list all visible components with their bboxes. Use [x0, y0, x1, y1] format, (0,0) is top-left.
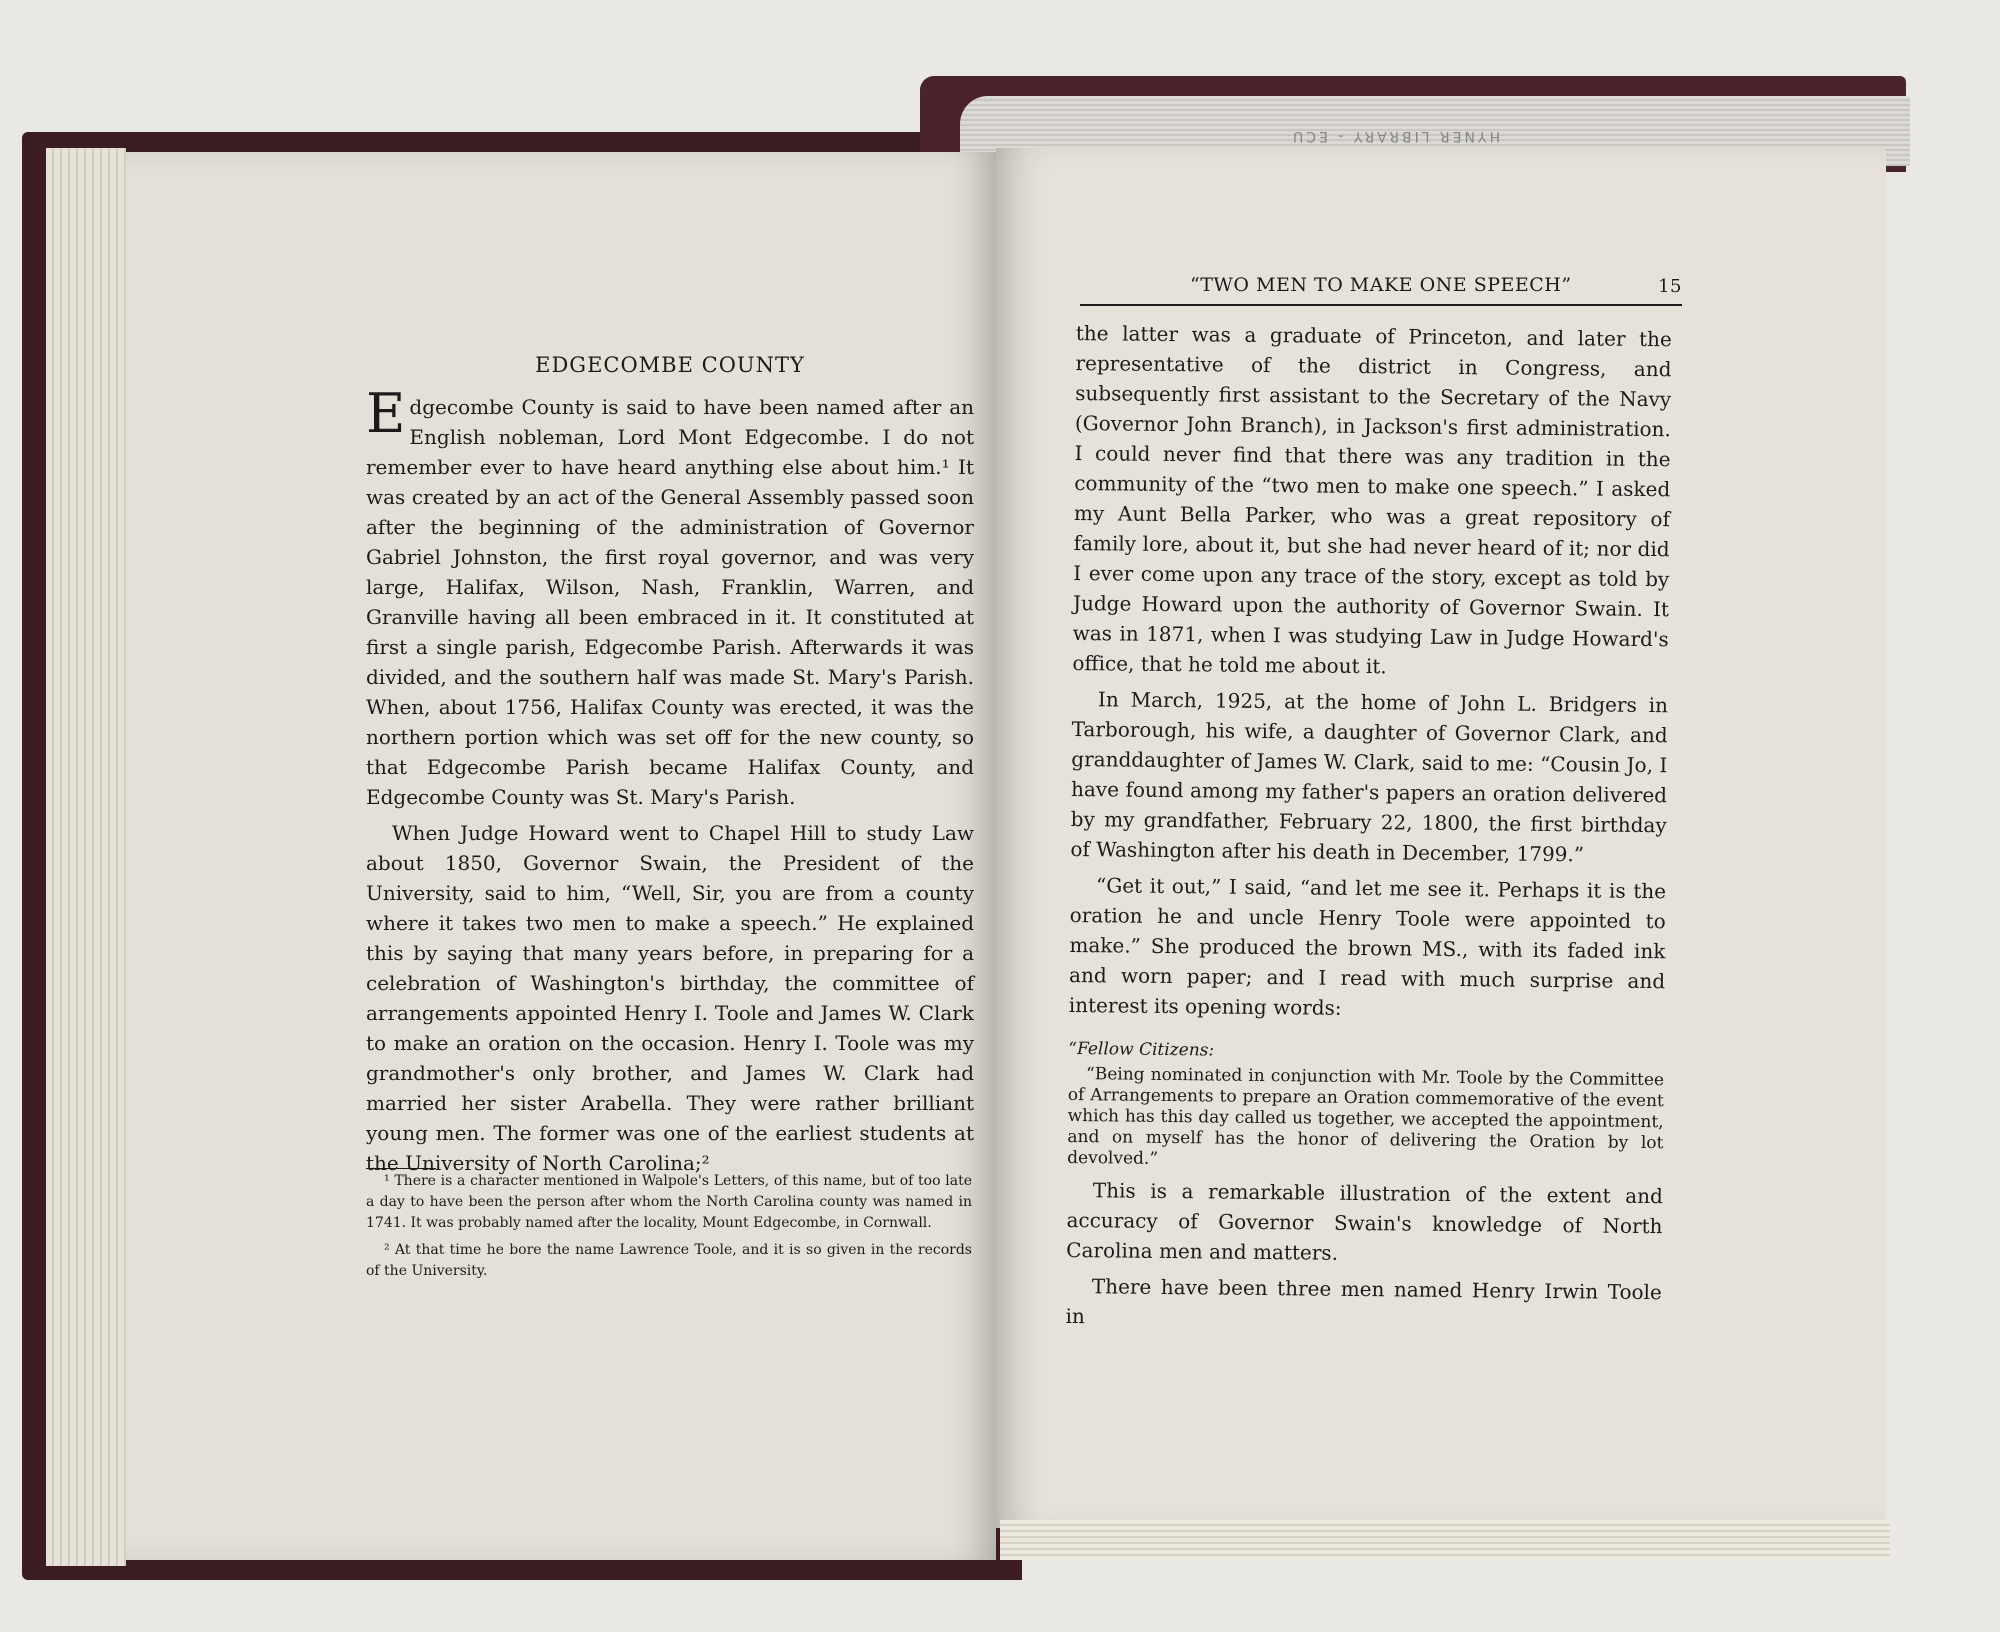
- right-paragraph-1: the latter was a graduate of Princeton, and later the representative of the district in Congress, and subsequently first assistant to the Secretary of the Navy (Governor John Branch), in Jackson's first administration. I could never find that there was any tradition in the community of the “two men to make one speech.” I asked my Aunt Bella Parker, who was a great repository of family lore, about it, but she had never heard of it; nor did I ever come upon any trace of the story, except as told by Judge Howard upon the authority of Governor Swain. It was in 1871, when I was studying Law in Judge Howard's office, that he told me about it.: [1072, 320, 1672, 679]
- left-page-text: [366, 350, 974, 1178]
- footnotes: [366, 1168, 972, 1282]
- right-paragraph-3: “Get it out,” I said, “and let me see it. Perhaps it is the oration he and uncle Henry Toole were appointed to make.” She produced the brown MS., with its faded ink and worn paper; and I read with much surprise and interest its opening words:: [1068, 873, 1667, 1020]
- page-number: 15: [1658, 276, 1682, 297]
- library-edge-stamp: HYNER LIBRARY - ECU: [1290, 128, 1501, 144]
- running-head-title: “TWO MEN TO MAKE ONE SPEECH”: [1190, 274, 1572, 296]
- left-paragraph-1-text: dgecombe County is said to have been named after an English nobleman, Lord Mont Edgecombe. I do not remember ever to have heard anything else about him.¹ It was created by an act of the General Assembly passed soon after the beginning of the administration of Governor Gabriel Johnston, the first royal governor, and was very large, Halifax, Wilson, Nash, Franklin, Warren, and Granville having all been embraced in it. It constituted at first a single parish, Edgecombe Parish. Afterwards it was divided, and the southern half was made St. Mary's Parish. When, about 1756, Halifax County was erected, it was the northern portion which was set off for the new county, so that Edgecombe Parish became Halifax County, and Edgecombe County was St. Mary's Parish.: [366, 395, 974, 809]
- left-paragraph-1: [366, 382, 974, 812]
- right-paragraph-4: This is a remarkable illustration of the extent and accuracy of Governor Swain's knowledge of North Carolina men and matters.: [1066, 1178, 1663, 1265]
- right-paragraph-5: There have been three men named Henry Irwin Toole in: [1065, 1274, 1662, 1329]
- page-edges-left: [46, 148, 126, 1566]
- right-paragraph-2: In March, 1925, at the home of John L. Bridgers in Tarborough, his wife, a daughter of Governor Clark, and granddaughter of James W. Clark, said to me: “Cousin Jo, I have found among my father's papers an oration delivered by my grandfather, February 22, 1800, the first birthday of Washington after his death in December, 1799.”: [1070, 687, 1669, 867]
- drop-cap: E: [366, 382, 406, 445]
- footnote-rule: [366, 1168, 436, 1169]
- right-page-bottom-edge: [1000, 1520, 1890, 1560]
- letter-salutation: “Fellow Citizens:: [1068, 1038, 1215, 1061]
- footnote-2: ² At that time he bore the name Lawrence Toole, and it is so given in the records of the University.: [366, 1242, 972, 1279]
- right-page-text: [1065, 318, 1672, 1337]
- letter-quote: “Being nominated in conjunction with Mr. Toole by the Committee of Arrangements to prepare an Oration commemorative of the event which has this day called us together, we accepted the appointment, and on myself has the honor of delivering the Oration by lot devolved.”: [1067, 1064, 1665, 1169]
- running-head: [1080, 270, 1682, 306]
- left-paragraph-2: When Judge Howard went to Chapel Hill to study Law about 1850, Governor Swain, the President of the University, said to him, “Well, Sir, you are from a county where it takes two men to make a speech.” He explained this by saying that many years before, in preparing for a celebration of Washington's birthday, the committee of arrangements appointed Henry I. Toole and James W. Clark to make an oration on the occasion. Henry I. Toole was my grandmother's only brother, and James W. Clark had married her sister Arabella. They were rather brilliant young men. The former was one of the earliest students at the University of North Carolina;²: [366, 821, 974, 1175]
- chapter-title: EDGECOMBE COUNTY: [535, 353, 805, 377]
- footnote-1: ¹ There is a character mentioned in Walpole's Letters, of this name, but of too late a day to have been the person after whom the North Carolina county was named in 1741. It was probably named after the locality, Mount Edgecombe, in Cornwall.: [366, 1173, 972, 1231]
